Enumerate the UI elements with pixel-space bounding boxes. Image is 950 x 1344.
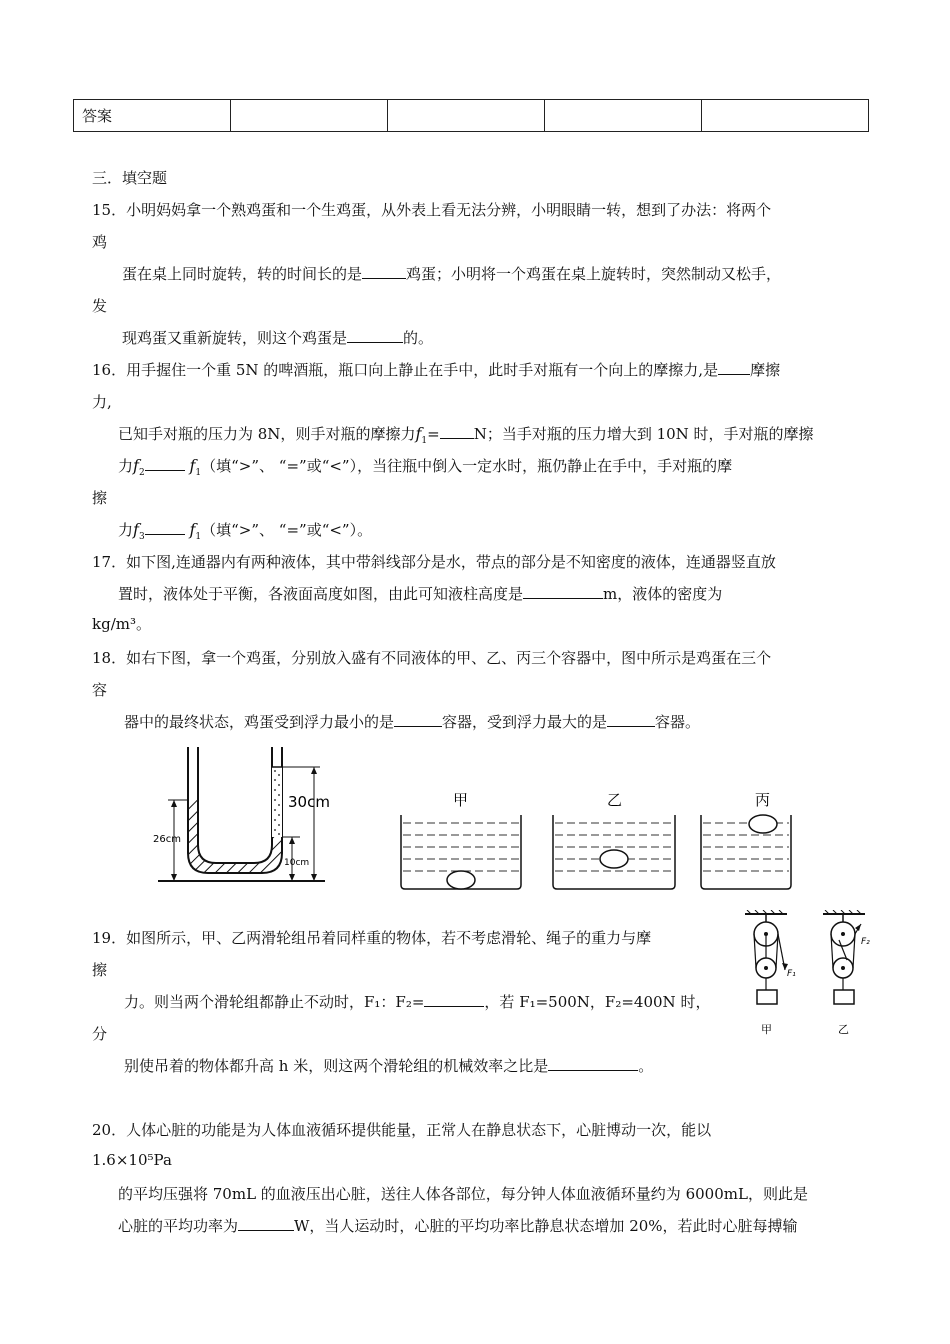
answer-cell (545, 100, 702, 132)
q19-line4: 分 (92, 1025, 108, 1043)
q20-line2: 1.6×10⁵Pa (92, 1151, 172, 1169)
q15-text: 鸡蛋；小明将一个鸡蛋在桌上旋转时，突然制动又松手， (406, 265, 782, 283)
q20-line4 (118, 1216, 798, 1236)
blank (718, 360, 750, 375)
answer-cell (231, 100, 388, 132)
q19-text: 别使吊着的物体都升高 h 米，则这两个滑轮组的机械效率之比是 (124, 1057, 549, 1075)
blank (145, 520, 185, 535)
egg-containers-figure (395, 785, 795, 895)
f1-symbol: $f_1$ (415, 424, 428, 447)
blank (523, 584, 603, 599)
answer-label-cell: 答案 (74, 100, 231, 132)
label-bing: 丙 (755, 791, 771, 809)
answer-table (73, 99, 869, 132)
q18-text: 容器，受到浮力最大的是 (442, 713, 608, 731)
q17-text: m，液体的密度为 (603, 585, 723, 603)
label-yi: 乙 (607, 791, 623, 809)
q19-line5 (124, 1056, 653, 1076)
answer-cell (388, 100, 545, 132)
q19-line2: 擦 (92, 961, 108, 979)
table-row (74, 100, 869, 132)
q15-text: 蛋在桌上同时旋转，转的时间长的是 (122, 265, 363, 283)
q20-text: W，当人运动时，心脏的平均功率比静息状态增加 20%，若此时心脏每搏输 (294, 1217, 798, 1235)
blank (548, 1056, 638, 1071)
q19-text: 力。则当两个滑轮组都静止不动时，F₁：F₂= (124, 993, 425, 1011)
q16-text: N；当手对瓶的压力增大到 10N 时，手对瓶的摩擦 (473, 425, 814, 443)
u-tube-figure (150, 745, 350, 890)
q18-line2: 容 (92, 681, 108, 699)
q16-line4 (118, 456, 732, 483)
q16-line6 (118, 520, 372, 547)
blank (238, 1216, 294, 1231)
blank (362, 264, 406, 279)
q20-line3: 的平均压强将 70mL 的血液压出心脏，送往人体各部位，每分钟人体血液循环量约为 6000mL，则此是 (118, 1185, 808, 1203)
f3-symbol: $f_3$ (133, 520, 145, 543)
q17-line1: 17．如下图,连通器内有两种液体，其中带斜线部分是水，带点的部分是不知密度的液体，连通器竖直放 (92, 553, 776, 571)
blank (440, 424, 474, 439)
q15-line4: 发 (92, 297, 108, 315)
q19-line3 (124, 992, 710, 1012)
label-30cm: 30cm (288, 793, 330, 811)
blank (145, 456, 185, 471)
q18-text: 器中的最终状态，鸡蛋受到浮力最小的是 (124, 713, 395, 731)
q17-line2 (118, 584, 722, 604)
blank (347, 328, 403, 343)
q15-line1: 15．小明妈妈拿一个熟鸡蛋和一个生鸡蛋，从外表上看无法分辨，小明眼睛一转，想到了办法：将两个 (92, 201, 772, 219)
q15-line2: 鸡 (92, 233, 108, 251)
egg-yi (600, 850, 628, 868)
q18-line3 (124, 712, 700, 732)
q20-line1: 20．人体心脏的功能是为人体血液循环提供能量，正常人在静息状态下，心脏博动一次，能以 (92, 1121, 712, 1139)
q15-text: 现鸡蛋又重新旋转，则这个鸡蛋是 (122, 329, 348, 347)
q19-text: ，若 F₁=500N，F₂=400N 时， (484, 993, 711, 1011)
q19-line1: 19．如图所示，甲、乙两滑轮组吊着同样重的物体，若不考虑滑轮、绳子的重力与摩 (92, 929, 652, 947)
q18-line1: 18．如右下图，拿一个鸡蛋，分别放入盛有不同液体的甲、乙、丙三个容器中，图中所示是鸡蛋在三个 (92, 649, 772, 667)
blank (394, 712, 442, 727)
q15-text: 的。 (403, 329, 434, 347)
answer-cell (702, 100, 869, 132)
q16-text: 16．用手握住一个重 5N 的啤酒瓶，瓶口向上静止在手中，此时手对瓶有一个向上的摩擦力,是 (92, 361, 719, 379)
section-title: 三．填空题 (92, 169, 168, 187)
q16-text: 力 (118, 521, 134, 539)
q16-text: = (427, 425, 440, 443)
q18-text: 容器。 (655, 713, 701, 731)
label-f1: F₁ (787, 969, 796, 979)
q15-line5 (122, 328, 433, 348)
f2-symbol: $f_2$ (133, 456, 145, 479)
q16-text: （填“>”、 “=”或“<”）。 (201, 521, 373, 539)
q16-text: 摩擦 (750, 361, 781, 379)
blank (424, 992, 484, 1007)
q16-line3 (118, 424, 814, 451)
q16-line2: 力, (92, 393, 112, 411)
q16-text: 力 (118, 457, 134, 475)
q15-line3 (122, 264, 781, 284)
q19-text: 。 (638, 1057, 654, 1075)
pulley-figure (735, 910, 885, 1040)
label-jia: 甲 (453, 791, 469, 809)
f1-symbol: $f_1$ (189, 456, 202, 479)
q17-text: 置时，液体处于平衡，各液面高度如图，由此可知液柱高度是 (118, 585, 524, 603)
egg-bing (749, 815, 777, 833)
blank (607, 712, 655, 727)
label-26cm: 26cm (153, 834, 181, 845)
q16-text: 已知手对瓶的压力为 8N，则手对瓶的摩擦力 (118, 425, 416, 443)
q16-text: （填“>”、 “=”或“<”），当往瓶中倒入一定水时，瓶仍静止在手中，手对瓶的摩 (201, 457, 733, 475)
q20-text: 心脏的平均功率为 (118, 1217, 239, 1235)
q16-line5: 擦 (92, 489, 108, 507)
f1-symbol: $f_1$ (189, 520, 202, 543)
egg-jia (447, 871, 475, 889)
label-10cm: 10cm (284, 858, 310, 868)
label-pulley-yi: 乙 (838, 1023, 849, 1036)
label-pulley-jia: 甲 (761, 1023, 772, 1036)
q17-line3: kg/m³。 (92, 615, 151, 633)
label-f2: F₂ (861, 937, 870, 947)
q16-line1 (92, 360, 780, 380)
